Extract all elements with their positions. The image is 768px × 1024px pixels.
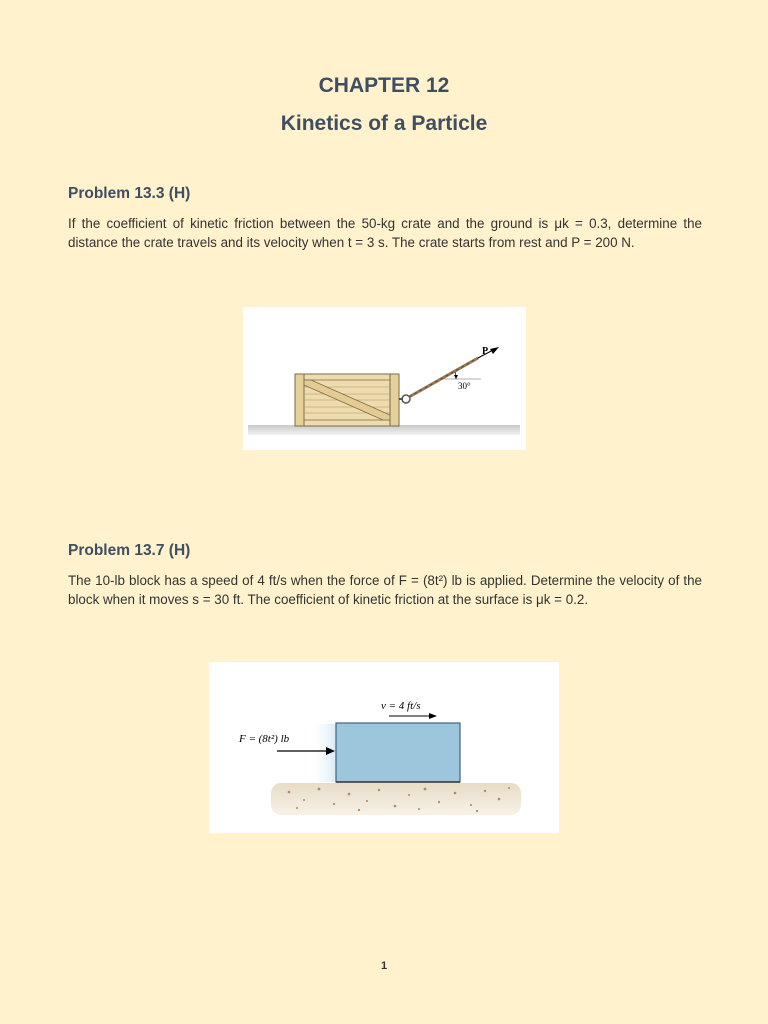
chapter-title: Kinetics of a Particle bbox=[280, 112, 488, 135]
velocity-label: v = 4 ft/s bbox=[381, 700, 421, 712]
block bbox=[336, 723, 460, 782]
force-label: F = (8t²) lb bbox=[239, 733, 290, 745]
crate bbox=[295, 374, 399, 426]
force-label: P bbox=[482, 346, 489, 357]
problem-text: If the coefficient of kinetic friction between the 50-kg crate and the ground is μk = 0.3, determine the distance the crate travels and its velocity when t = 3 s. The crate starts from rest and P = 200 N. bbox=[68, 216, 702, 250]
block-figure bbox=[209, 662, 559, 833]
problem-title: Problem 13.7 (H) bbox=[68, 542, 191, 559]
page-number: 1 bbox=[380, 960, 388, 972]
chapter-heading: CHAPTER 12 bbox=[318, 74, 450, 97]
crate-figure bbox=[243, 307, 526, 450]
problem-text: The 10-lb block has a speed of 4 ft/s when the force of F = (8t²) lb is applied. Determine the velocity of the block when it moves s = 30 ft. The coefficient of kinetic friction at the surface is μk = 0.2. bbox=[68, 573, 702, 607]
soil-surface bbox=[271, 783, 521, 815]
problem-title: Problem 13.3 (H) bbox=[68, 185, 191, 202]
angle-label: 30° bbox=[458, 381, 471, 391]
